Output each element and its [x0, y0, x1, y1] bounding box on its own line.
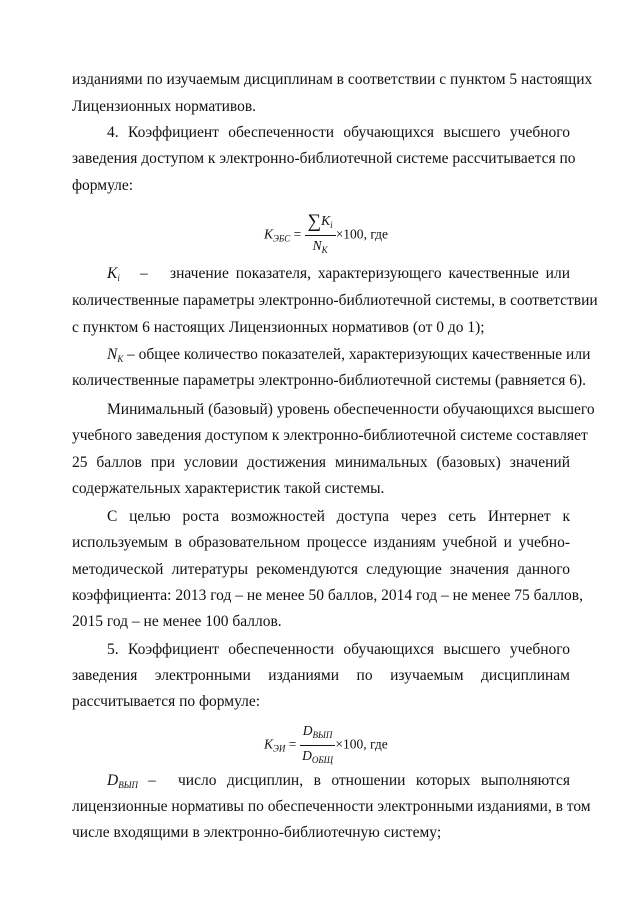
- formula-denominator: [300, 746, 336, 769]
- paragraph-line: заведения доступом к электронно-библиотечной системе рассчитывается по: [72, 150, 576, 167]
- paragraph-line: 4. Коэффициент обеспеченности обучающихся высшего учебного: [107, 124, 570, 141]
- ki-subscript: i: [117, 273, 120, 283]
- formula-equals: =: [288, 736, 297, 752]
- formula-numerator: [305, 212, 336, 236]
- formula-lhs-symbol: K: [264, 736, 274, 752]
- paragraph-line: 5. Коэффициент обеспеченности обучающихся высшего учебного: [107, 641, 570, 658]
- dvyp-subscript: ВЫП: [118, 780, 139, 790]
- paragraph-line: 2015 год – не менее 100 баллов.: [72, 613, 282, 630]
- paragraph-line: числе входящими в электронно-библиотечную систему;: [72, 824, 442, 841]
- definition-dash: –: [148, 772, 156, 789]
- paragraph-line: методической литературы рекомендуются следующие значения данного: [72, 561, 570, 578]
- nk-symbol: N: [107, 346, 118, 363]
- denominator-variable: N: [312, 238, 322, 253]
- definition-symbol-ki: [107, 264, 120, 288]
- paragraph-line: значение показателя, характеризующего качественные или: [170, 265, 570, 282]
- paragraph-line: 25 баллов при условии достижения минимальных (базовых) значений: [72, 454, 570, 471]
- sum-symbol: ∑: [307, 211, 322, 232]
- formula-tail: , где: [363, 736, 388, 752]
- paragraph-line: формуле:: [72, 177, 134, 194]
- definition-symbol-nk: [107, 345, 123, 369]
- paragraph-line: количественные параметры электронно-библиотечной системы (равняется 6).: [72, 372, 587, 389]
- formula-lhs-subscript: ЭИ: [273, 743, 286, 754]
- paragraph-line: коэффициента: 2013 год – не менее 50 баллов, 2014 год – не менее 75 баллов,: [72, 587, 583, 604]
- formula-kei: [264, 722, 388, 769]
- paragraph-line: лицензионные нормативы по обеспеченности электронными изданиями, в том: [72, 798, 591, 815]
- numerator-subscript: ВЫП: [312, 730, 333, 740]
- formula-lhs-subscript: ЭБС: [273, 233, 291, 244]
- ki-symbol: K: [107, 265, 118, 282]
- formula-tail: , где: [363, 226, 389, 242]
- paragraph-line: количественные параметры электронно-библиотечной системы, в соответствии: [72, 292, 598, 309]
- formula-denominator: [305, 236, 336, 259]
- paragraph-line: изданиями по изучаемым дисциплинам в соответствии с пунктом 5 настоящих: [72, 71, 593, 88]
- denominator-variable: D: [302, 748, 312, 763]
- formula-kebs: [264, 212, 388, 259]
- paragraph-line: – общее количество показателей, характеризующих качественные или: [127, 346, 591, 363]
- paragraph-line: с пунктом 6 настоящих Лицензионных нормативов (от 0 до 1);: [72, 319, 485, 336]
- formula-fraction: [300, 722, 336, 769]
- definition-symbol-dvyp: [107, 771, 138, 795]
- paragraph-line: число дисциплин, в отношении которых выполняются: [178, 772, 570, 789]
- denominator-subscript: ОБЩ: [311, 755, 334, 765]
- nk-subscript: K: [117, 354, 124, 364]
- formula-lhs-symbol: K: [264, 226, 274, 242]
- numerator-subscript: i: [330, 220, 333, 230]
- numerator-variable: K: [321, 213, 331, 228]
- paragraph-line: содержательных характеристик такой системы.: [72, 480, 385, 497]
- paragraph-line: используемым в образовательном процессе изданиям учебной и учебно-: [72, 534, 570, 551]
- numerator-variable: D: [302, 723, 313, 738]
- dvyp-symbol: D: [107, 772, 119, 789]
- formula-equals: =: [293, 226, 302, 242]
- paragraph-line: Лицензионных нормативов.: [72, 98, 257, 115]
- formula-numerator: [300, 722, 336, 746]
- paragraph-line: С целью роста возможностей доступа через сеть Интернет к: [107, 508, 570, 525]
- formula-multiplier: ×100: [335, 226, 364, 242]
- definition-dash: –: [140, 265, 148, 282]
- paragraph-line: Минимальный (базовый) уровень обеспеченности обучающихся высшего: [107, 401, 595, 418]
- formula-fraction: [305, 212, 336, 259]
- paragraph-line: рассчитывается по формуле:: [72, 693, 261, 710]
- formula-multiplier: ×100: [335, 736, 364, 752]
- paragraph-line: заведения электронными изданиями по изучаемым дисциплинам: [72, 667, 570, 684]
- denominator-subscript: K: [321, 245, 328, 255]
- paragraph-line: учебного заведения доступом к электронно-библиотечной системе составляет: [72, 427, 588, 444]
